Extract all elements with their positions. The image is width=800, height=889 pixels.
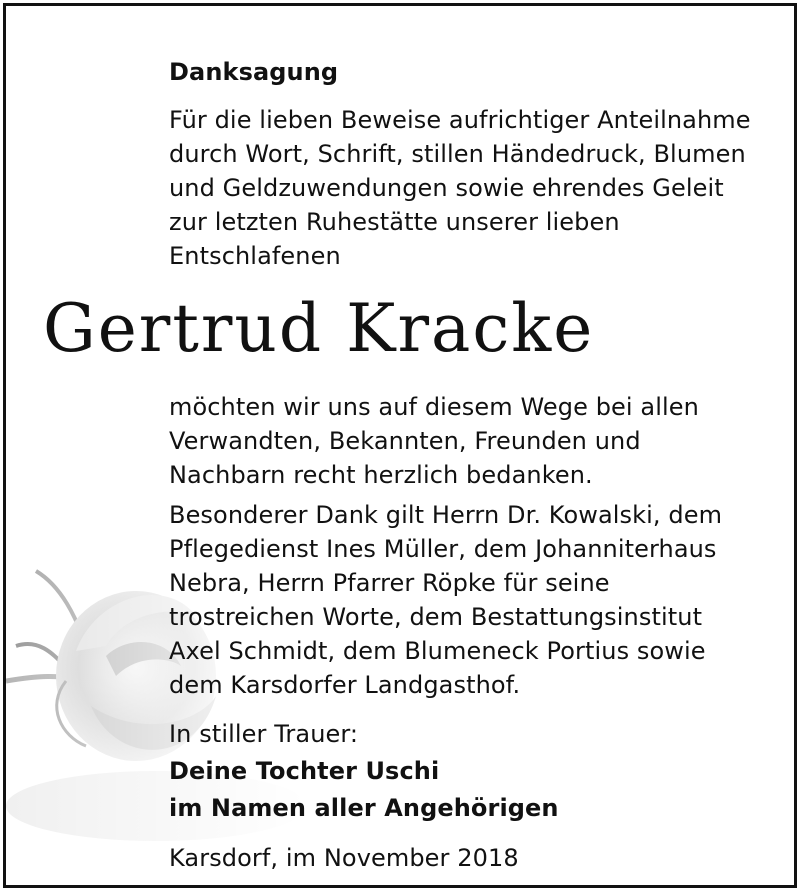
thanks-line: Nachbarn recht herzlich bedanken. (169, 461, 593, 489)
intro-line: Entschlafenen (169, 242, 341, 270)
intro-line: und Geldzuwendungen sowie ehrendes Geleit (169, 174, 724, 202)
intro-line: durch Wort, Schrift, stillen Händedruck, Blumen (169, 140, 746, 168)
intro-line: zur letzten Ruhestätte unserer lieben (169, 208, 620, 236)
intro-line: Für die lieben Beweise aufrichtiger Anteilnahme (169, 106, 751, 134)
signature-line-2: im Namen aller Angehörigen (169, 794, 559, 822)
special-line: Nebra, Herrn Pfarrer Röpke für seine (169, 569, 610, 597)
mourning-label: In stiller Trauer: (169, 720, 359, 748)
place-date: Karsdorf, im November 2018 (169, 844, 519, 872)
deceased-name: Gertrud Kracke (43, 290, 595, 367)
intro-paragraph (169, 103, 776, 273)
heading-danksagung: Danksagung (169, 58, 339, 86)
special-line: Pflegedienst Ines Müller, dem Johanniterhaus (169, 535, 717, 563)
thanks-line: möchten wir uns auf diesem Wege bei allen (169, 393, 699, 421)
special-line: trostreichen Worte, dem Bestattungsinstitut (169, 603, 703, 631)
signature-line-1: Deine Tochter Uschi (169, 757, 440, 785)
special-thanks-paragraph (169, 498, 776, 702)
obituary-card (3, 3, 797, 888)
thanks-line: Verwandten, Bekannten, Freunden und (169, 427, 641, 455)
special-line: dem Karsdorfer Landgasthof. (169, 671, 521, 699)
special-line: Axel Schmidt, dem Blumeneck Portius sowie (169, 637, 706, 665)
special-line: Besonderer Dank gilt Herrn Dr. Kowalski, dem (169, 501, 723, 529)
thanks-paragraph (169, 390, 776, 492)
